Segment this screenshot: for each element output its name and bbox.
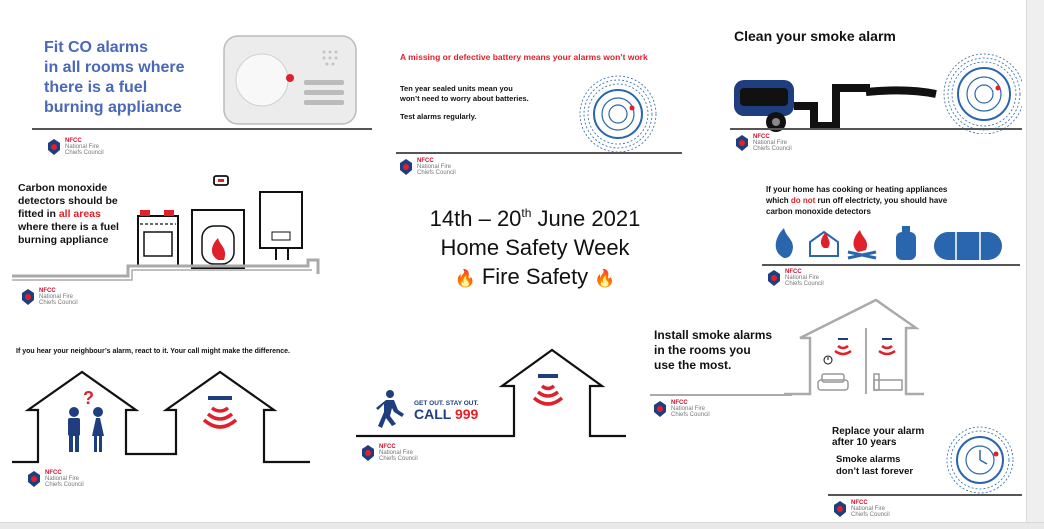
nfcc-line-1: National Fire: [417, 164, 452, 170]
nfcc-crest-icon: [766, 269, 782, 287]
theme-line: [400, 262, 670, 293]
event-name: Home Safety Week: [440, 235, 630, 260]
nfcc-crest-icon: [734, 134, 750, 152]
sofa-icon: [818, 374, 848, 390]
nfcc-line-1: National Fire: [753, 140, 788, 146]
fit-co-line-1: Fit CO alarms: [44, 39, 149, 56]
neighbour-houses-illustration: [10, 362, 320, 466]
viewer-bottom-edge: [0, 522, 1044, 529]
install-line-1: Install smoke alarms: [654, 328, 773, 342]
gas-cylinder-icon: [896, 226, 916, 260]
nfcc-acronym: NFCC: [851, 500, 868, 506]
co-line-3-pre: fitted in: [18, 208, 59, 220]
get-out-house-illustration: [356, 336, 626, 440]
smoke-alarm-sound-icon: [835, 338, 851, 354]
nfcc-crest-icon: [360, 444, 376, 462]
card-replace: [824, 424, 1024, 522]
battery-baseline: [396, 152, 682, 154]
battery-line-1: Ten year sealed units mean you: [400, 84, 513, 93]
burning-house-icon: [810, 232, 838, 256]
date-suffix: th: [521, 206, 532, 220]
getout-line-1: GET OUT. STAY OUT.: [414, 400, 479, 407]
nfcc-line-2: Chiefs Council: [851, 512, 890, 518]
nfcc-crest-icon: [46, 138, 62, 156]
nfcc-logo: [734, 134, 792, 152]
cooking-text: [766, 184, 947, 217]
nfcc-line-1: National Fire: [379, 450, 414, 456]
card-neighbour: [10, 340, 320, 498]
call-line: [414, 407, 479, 421]
cooking-line-2-post: run off electricty, you should have: [815, 196, 948, 205]
nfcc-acronym: NFCC: [417, 158, 434, 164]
nfcc-logo: [360, 444, 418, 462]
replace-line-4: don’t last forever: [836, 466, 914, 477]
oil-tank-icon: [934, 232, 1002, 260]
nfcc-acronym: NFCC: [753, 134, 770, 140]
co-alarm-device-icon: [210, 32, 370, 132]
card-install: [646, 296, 924, 422]
co-highlight: all areas: [58, 208, 101, 220]
card-clean: [726, 18, 1022, 168]
nfcc-line-1: National Fire: [45, 476, 80, 482]
nfcc-line-2: Chiefs Council: [379, 456, 418, 462]
nfcc-logo: [20, 288, 78, 306]
nfcc-logo: [652, 400, 710, 418]
install-line-2: in the rooms you: [654, 343, 751, 357]
card-battery: [392, 40, 684, 180]
date-range: [400, 204, 670, 233]
cooking-line-2-pre: which: [766, 196, 791, 205]
nfcc-crest-icon: [20, 288, 36, 306]
replace-headline: [832, 426, 924, 448]
nfcc-line-2: Chiefs Council: [785, 281, 824, 287]
theme-text: Fire Safety: [481, 264, 589, 289]
co-line-5: burning appliance: [18, 234, 109, 246]
replace-line-3: Smoke alarms: [836, 454, 901, 465]
nfcc-acronym: NFCC: [45, 470, 62, 476]
nfcc-acronym: NFCC: [65, 138, 82, 144]
nfcc-crest-icon: [26, 470, 42, 488]
replace-sub: [836, 454, 913, 478]
clean-headline: Clean your smoke alarm: [734, 28, 896, 44]
cooking-highlight: do not: [790, 196, 816, 205]
cooking-line-3: carbon monoxide detectors: [766, 207, 871, 216]
getout-text: [414, 400, 479, 421]
fit-co-line-4: burning appliance: [44, 99, 182, 116]
smoke-alarm-icon: [578, 74, 660, 154]
svg-text:?: ?: [83, 388, 94, 408]
card-cooking: [760, 178, 1022, 290]
appliances-illustration: [8, 170, 344, 290]
nfcc-acronym: NFCC: [785, 269, 802, 275]
install-baseline: [650, 394, 792, 396]
cooking-line-1: If your home has cooking or heating appliances: [766, 185, 948, 194]
nfcc-line-2: Chiefs Council: [753, 146, 792, 152]
question-mark-icon: [83, 388, 94, 408]
nfcc-logo: [46, 138, 104, 156]
replace-alarm-icon: [944, 426, 1018, 496]
date-start: 14th – 20: [429, 206, 522, 231]
co-line-2: detectors should be: [18, 195, 118, 207]
nfcc-crest-icon: [398, 158, 414, 176]
clean-baseline: [730, 128, 1022, 130]
nfcc-acronym: NFCC: [39, 288, 56, 294]
nfcc-crest-icon: [832, 500, 848, 518]
fit-co-headline: [44, 38, 184, 118]
nfcc-line-1: National Fire: [65, 144, 100, 150]
clock-icon: [824, 356, 832, 364]
install-text: [654, 328, 772, 373]
nfcc-acronym: NFCC: [671, 400, 688, 406]
card-get-out: [356, 330, 626, 470]
nfcc-line-2: Chiefs Council: [417, 170, 456, 176]
person-running-icon: [376, 390, 404, 428]
fit-co-baseline: [32, 128, 372, 130]
nfcc-line-2: Chiefs Council: [45, 482, 84, 488]
nfcc-logo: [766, 269, 824, 287]
vacuum-cleaner-icon: [726, 48, 1022, 134]
nfcc-logo: [26, 470, 84, 488]
battery-line-3: Test alarms regularly.: [400, 112, 477, 121]
battery-body: [400, 84, 529, 122]
flame-icon: 🔥: [454, 269, 476, 288]
viewer-right-edge: [1026, 0, 1044, 529]
smoke-alarm-sound-icon: [204, 396, 236, 427]
campfire-icon: [848, 230, 876, 258]
fit-co-line-2: in all rooms where: [44, 59, 185, 76]
battery-line-2: won’t need to worry about batteries.: [400, 94, 529, 103]
install-house-illustration: [784, 298, 924, 402]
smoke-alarm-sound-icon: [534, 374, 562, 404]
nfcc-line-1: National Fire: [785, 275, 820, 281]
card-co-detectors: [8, 170, 344, 318]
nfcc-line-1: National Fire: [851, 506, 886, 512]
call-pre: CALL: [414, 406, 455, 422]
co-line-4: where there is a fuel: [18, 221, 119, 233]
fit-co-line-3: there is a fuel: [44, 79, 148, 96]
replace-baseline: [828, 494, 1022, 496]
call-number: 999: [454, 406, 479, 422]
nfcc-line-2: Chiefs Council: [65, 150, 104, 156]
nfcc-line-2: Chiefs Council: [671, 412, 710, 418]
smoke-alarm-sound-icon: [879, 338, 895, 354]
replace-line-1: Replace your alarm: [832, 426, 925, 437]
people-icon: [68, 407, 104, 452]
fire-icon: [776, 228, 793, 258]
date-end: June 2021: [531, 206, 641, 231]
cooking-baseline: [762, 264, 1020, 266]
install-line-3: use the most.: [654, 358, 732, 372]
neighbour-text: If you hear your neighbour’s alarm, react to it. Your call might make the difference.: [16, 348, 290, 355]
nfcc-line-1: National Fire: [671, 406, 706, 412]
nfcc-line-2: Chiefs Council: [39, 300, 78, 306]
fuel-icons-row: [766, 222, 1020, 264]
nfcc-logo: [832, 500, 890, 518]
replace-line-2: after 10 years: [832, 437, 897, 448]
bed-icon: [874, 374, 902, 390]
flame-icon: 🔥: [594, 269, 616, 288]
nfcc-logo: [398, 158, 456, 176]
nfcc-acronym: NFCC: [379, 444, 396, 450]
co-line-1: Carbon monoxide: [18, 182, 108, 194]
home-safety-week-title: [400, 204, 670, 293]
nfcc-line-1: National Fire: [39, 294, 74, 300]
battery-warning: A missing or defective battery means your alarms won’t work: [400, 52, 648, 62]
card-fit-co: [10, 22, 374, 174]
nfcc-crest-icon: [652, 400, 668, 418]
